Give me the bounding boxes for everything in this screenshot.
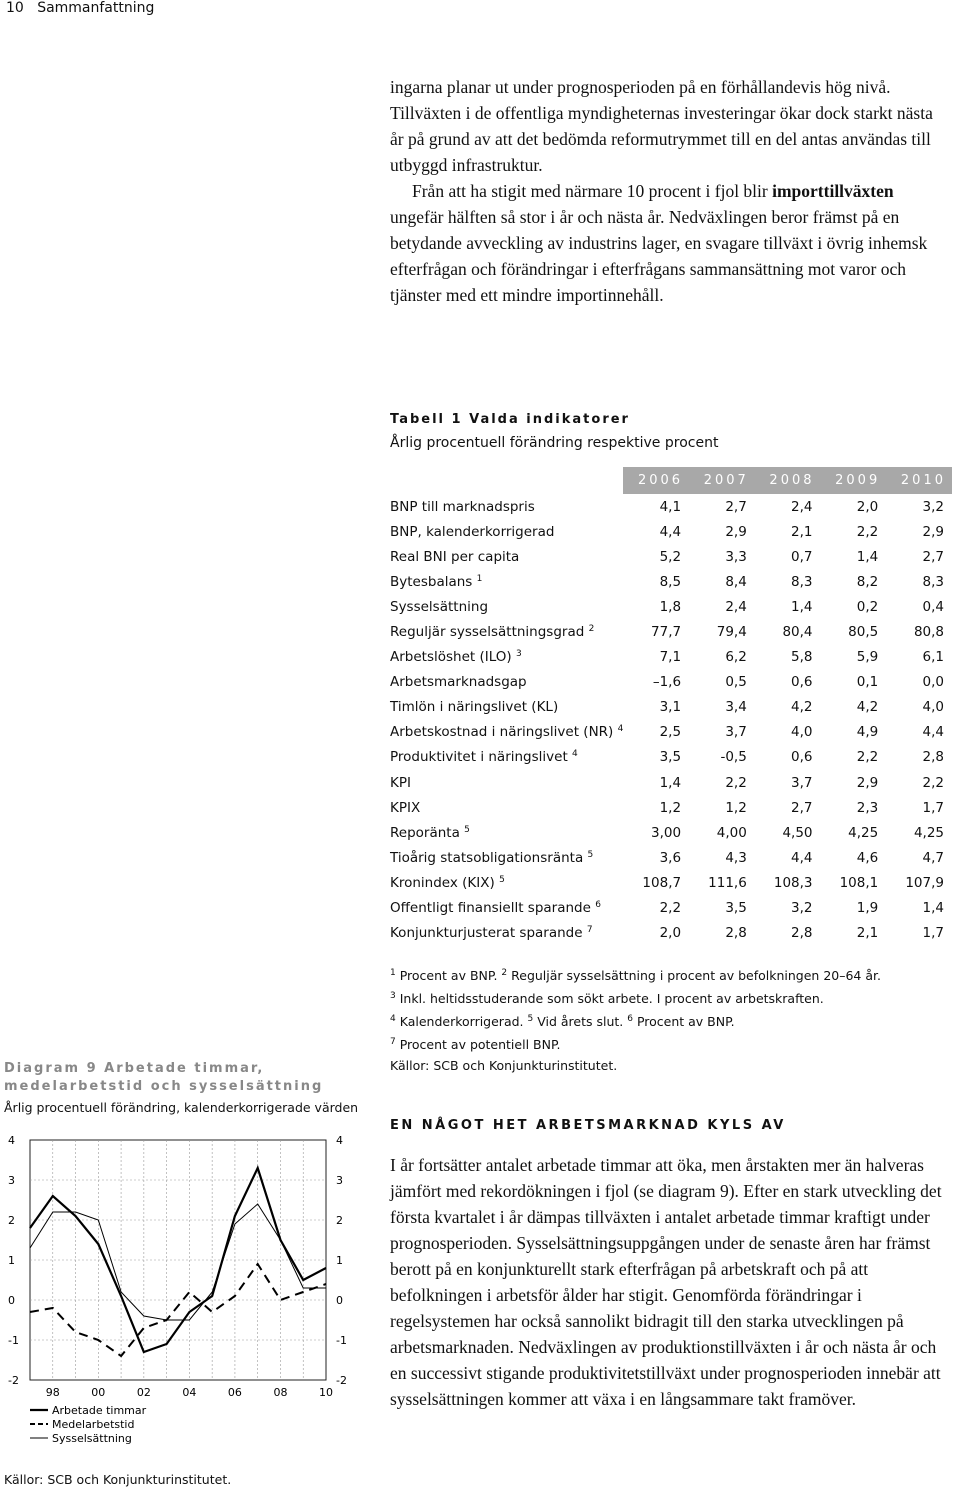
paragraph-2-bold: importtillväxten [772, 181, 894, 201]
table-cell: 80,8 [913, 624, 944, 641]
y-tick-label-right: -1 [336, 1334, 347, 1347]
footnote-marker: 2 [588, 624, 595, 635]
table-body [390, 494, 952, 946]
line-chart [0, 1130, 360, 1466]
table-cell: 1,8 [659, 598, 682, 615]
table-row [390, 720, 952, 745]
table-cell: 3,2 [791, 900, 813, 917]
series-line-sysselsättning [30, 1204, 326, 1320]
body-text-top [390, 74, 950, 308]
table-cell: 2,2 [725, 774, 747, 791]
row-label: Arbetsmarknadsgap [390, 674, 527, 691]
table-cell: 80,4 [782, 624, 813, 641]
legend-label: Sysselsättning [52, 1432, 132, 1445]
table-title: Tabell 1 Valda indikatorer [390, 412, 630, 427]
footnote-marker: 1 [476, 573, 483, 584]
footnote-marker: 5 [464, 824, 470, 835]
table-cell: 1,7 [922, 799, 944, 816]
body-text-bottom: I år fortsätter antalet arbetade timmar att öka, men årstakten mer än halveras jämfört med rekordökningen i fjol (se diagram 9). Efter en stark utveckling det första kvartalet i år dämpas tillväxten i antalet arbetade timmar kraftigt under prognosperioden. Sysselsättningsuppgången under de senaste åren har främst berott på en konjunkturellt stark efterfrågan på arbetskraft och på att befolkningen i arbetsför ålder har stigit. Genomförda förändringar i regelsystemen har också sannolikt bidragit till den starka utvecklingen på arbetsmarknaden. Nedväxlingen av produktionstillväxten i år och nästa år och en successivt stigande produktivitetstillväxt under prognosperioden innebär att sysselsättningen kommer att växa i en långsammare takt framöver. [390, 1155, 942, 1409]
table-cell: 4,1 [659, 498, 682, 515]
table-cell: 2,2 [659, 900, 682, 917]
y-tick-label-left: -2 [8, 1374, 19, 1387]
table-row [390, 845, 952, 870]
row-label: Sysselsättning [390, 598, 489, 615]
y-tick-label-left: 4 [8, 1134, 15, 1147]
table-row [390, 820, 952, 845]
table-row [390, 645, 952, 670]
table-cell: 107,9 [905, 874, 944, 891]
table-cell: 108,7 [642, 874, 682, 891]
row-label: KPI [390, 774, 411, 791]
table-cell: 2,8 [922, 749, 944, 766]
table-cell: 0,1 [856, 674, 879, 691]
row-label: Real BNI per capita [390, 548, 520, 565]
y-tick-label-left: -1 [8, 1334, 19, 1347]
table-cell: 2,7 [791, 799, 813, 816]
series-line-medelarbetstid [30, 1264, 326, 1356]
year-header: 2009 [821, 467, 887, 494]
y-tick-label-right: 0 [336, 1294, 343, 1307]
table-cell: 2,4 [725, 598, 747, 615]
row-label: Arbetslöshet (ILO) $^3$ [390, 649, 522, 666]
table-cell: 2,8 [725, 925, 747, 942]
table-cell: 2,1 [856, 925, 879, 942]
table-cell: 4,4 [791, 849, 813, 866]
x-tick-label: 98 [45, 1386, 60, 1399]
table-row [390, 519, 952, 544]
table-cell: 3,6 [659, 849, 682, 866]
table-cell: 80,5 [848, 624, 879, 641]
table-cell: 2,0 [659, 925, 682, 942]
table-cell: 3,7 [725, 724, 747, 741]
table-cell: 2,2 [922, 774, 944, 791]
footnote-marker: 3 [515, 649, 522, 660]
paragraph-2 [390, 178, 950, 308]
table-cell: 8,2 [856, 573, 879, 590]
table-cell: 3,4 [725, 699, 747, 716]
table-row [390, 870, 952, 895]
footnote-marker: 7 [586, 925, 593, 936]
table-cell: 2,2 [856, 749, 879, 766]
table-cell: 2,2 [856, 523, 879, 540]
table-row [390, 695, 952, 720]
footnote-marker: 4 [617, 724, 624, 735]
row-label: KPIX [390, 799, 421, 816]
row-label: Kronindex (KIX) $^5$ [390, 874, 505, 891]
table-cell: 4,0 [791, 724, 813, 741]
diagram-source: Källor: SCB och Konjunkturinstitutet. [4, 1472, 232, 1487]
y-tick-label-right: -2 [336, 1374, 347, 1387]
table-cell: 8,3 [791, 573, 813, 590]
diagram-title: Diagram 9 Arbetade timmar, medelarbetstid och sysselsättning [4, 1061, 324, 1094]
page-header [6, 0, 154, 16]
table-cell: 6,1 [922, 649, 944, 666]
footnote-line: $^3$ Inkl. heltidsstuderande som sökt arbete. I procent av arbetskraften. [390, 991, 824, 1006]
section-name: Sammanfattning [37, 0, 155, 16]
table-row [390, 494, 952, 519]
footnote-marker: 5 [499, 874, 505, 885]
y-tick-label-right: 4 [336, 1134, 343, 1147]
section-heading: EN NÅGOT HET ARBETSMARKNAD KYLS AV [390, 1118, 786, 1133]
table-footnotes [390, 963, 955, 1055]
legend-label: Arbetade timmar [52, 1404, 147, 1417]
paragraph-1: ingarna planar ut under prognosperioden på en förhållandevis hög nivå. Tillväxten i de offentliga myndigheternas investeringar ökar dock starkt nästa år på grund av att det bedömda reformutrymmet till en del antas användas till utbyggd infrastruktur. [390, 77, 933, 175]
table-cell: -0,5 [720, 749, 747, 766]
table-cell: 4,00 [716, 824, 747, 841]
table-cell: 2,9 [922, 523, 944, 540]
table-cell: 1,4 [922, 900, 944, 917]
table-sources: Källor: SCB och Konjunkturinstitutet. [390, 1058, 618, 1073]
x-tick-label: 00 [91, 1386, 106, 1399]
table-cell: 8,5 [659, 573, 682, 590]
table-cell: 1,4 [791, 598, 813, 615]
table-cell: 2,7 [922, 548, 944, 565]
footnote-marker: 5 [587, 849, 594, 860]
table-cell: 2,9 [725, 523, 747, 540]
row-label: BNP till marknadspris [390, 498, 535, 515]
table-cell: 3,5 [725, 900, 747, 917]
table-row [390, 594, 952, 619]
row-label: BNP, kalenderkorrigerad [390, 523, 555, 540]
table-cell: 4,9 [856, 724, 879, 741]
indicator-table [390, 467, 952, 946]
table-cell: 4,7 [922, 849, 944, 866]
y-tick-label-left: 2 [8, 1214, 15, 1227]
table-cell: 2,1 [791, 523, 813, 540]
paragraph-2-start: Från att ha stigit med närmare 10 procent i fjol blir [412, 181, 773, 201]
y-tick-label-right: 3 [336, 1174, 343, 1187]
table-cell: 2,7 [725, 498, 747, 515]
year-header: 2007 [689, 467, 755, 494]
row-label: Timlön i näringslivet (KL) [390, 699, 559, 716]
page-number: 10 [6, 0, 24, 16]
table-cell: 5,2 [659, 548, 682, 565]
x-tick-label: 06 [227, 1386, 242, 1399]
table-row [390, 770, 952, 795]
row-label: Reguljär sysselsättningsgrad $^2$ [390, 624, 595, 641]
row-label: Offentligt finansiellt sparande $^6$ [390, 900, 601, 917]
table-cell: 77,7 [651, 624, 682, 641]
x-tick-label: 02 [136, 1386, 151, 1399]
table-cell: 2,0 [856, 498, 879, 515]
row-label: Konjunkturjusterat sparande $^7$ [390, 925, 593, 942]
table-row [390, 619, 952, 644]
year-header: 2008 [755, 467, 821, 494]
table-cell: 6,2 [725, 649, 747, 666]
table-cell: 3,00 [651, 824, 682, 841]
table-row [390, 795, 952, 820]
table-header-row [390, 467, 952, 494]
table-cell: 4,4 [922, 724, 944, 741]
row-label: Arbetskostnad i näringslivet (NR) $^4$ [390, 724, 624, 741]
x-tick-label: 04 [182, 1386, 197, 1399]
table-cell: 4,25 [913, 824, 944, 841]
table-cell: 1,2 [659, 799, 682, 816]
table-cell: 8,3 [922, 573, 944, 590]
row-label: Tioårig statsobligationsränta $^5$ [390, 849, 594, 866]
table-cell: 2,8 [791, 925, 813, 942]
footnote-line: $^7$ Procent av potentiell BNP. [390, 1037, 561, 1052]
table-cell: 111,6 [708, 874, 747, 891]
table-cell: 1,4 [659, 774, 682, 791]
table-cell: 7,1 [659, 649, 682, 666]
table-cell: 4,6 [856, 849, 879, 866]
table-cell: 4,25 [848, 824, 879, 841]
table-cell: 4,50 [782, 824, 813, 841]
x-tick-label: 10 [319, 1386, 333, 1399]
row-label: Produktivitet i näringslivet $^4$ [390, 749, 578, 766]
table-cell: 0,5 [725, 674, 747, 691]
table-cell: 2,9 [856, 774, 879, 791]
table-header-empty [390, 467, 623, 494]
row-label: Reporänta $^5$ [390, 824, 470, 841]
table-cell: 3,1 [659, 699, 682, 716]
year-header: 2006 [623, 467, 689, 494]
table-cell: 2,3 [856, 799, 879, 816]
table-cell: 1,7 [922, 925, 944, 942]
table-cell: 4,3 [725, 849, 747, 866]
table-cell: 1,2 [725, 799, 747, 816]
table-cell: 4,2 [791, 699, 813, 716]
table-row [390, 921, 952, 946]
table-cell: 108,1 [839, 874, 879, 891]
table-cell: 0,7 [791, 548, 813, 565]
table-row [390, 670, 952, 695]
table-cell: 0,0 [922, 674, 944, 691]
footnote-marker: 6 [595, 900, 601, 911]
footnote-line: $^1$ Procent av BNP. $^2$ Reguljär sysselsättning i procent av befolkningen 20–64 år. [390, 968, 881, 983]
table-row [390, 569, 952, 594]
table-row [390, 896, 952, 921]
x-tick-label: 08 [273, 1386, 288, 1399]
table-cell: 3,7 [791, 774, 813, 791]
table-cell: 1,9 [856, 900, 879, 917]
table-cell: 79,4 [716, 624, 747, 641]
y-tick-label-left: 3 [8, 1174, 15, 1187]
legend-label: Medelarbetstid [52, 1418, 135, 1431]
y-tick-label-right: 2 [336, 1214, 343, 1227]
table-cell: –1,6 [652, 674, 682, 691]
table-cell: 0,6 [791, 674, 813, 691]
table-cell: 3,3 [725, 548, 747, 565]
year-header: 2010 [886, 467, 952, 494]
table-cell: 0,6 [791, 749, 813, 766]
table-cell: 2,4 [791, 498, 813, 515]
table-cell: 0,4 [922, 598, 944, 615]
footnote-marker: 4 [572, 749, 578, 760]
indicator-table-block [390, 412, 952, 946]
table-subtitle: Årlig procentuell förändring respektive procent [390, 435, 719, 451]
y-tick-label-left: 1 [8, 1254, 15, 1267]
table-cell: 4,4 [659, 523, 682, 540]
diagram-subtitle: Årlig procentuell förändring, kalenderkorrigerade värden [4, 1100, 359, 1115]
table-cell: 4,2 [856, 699, 879, 716]
table-cell: 5,8 [791, 649, 813, 666]
row-label: Bytesbalans $^1$ [390, 573, 483, 590]
table-cell: 3,2 [922, 498, 944, 515]
paragraph-2-end: ungefär hälften så stor i år och nästa år. Nedväxlingen beror främst på en betydande avveckling av industrins lager, en svagare tillväxt i övrig inhemsk efterfrågan och förändringar i efterfrågans sammansättning mot varor och tjänster med ett mindre importinnehåll. [390, 207, 928, 305]
footnote-line: $^4$ Kalenderkorrigerad. $^5$ Vid årets slut. $^6$ Procent av BNP. [390, 1014, 735, 1029]
table-cell: 108,3 [773, 874, 813, 891]
table-cell: 1,4 [856, 548, 879, 565]
table-cell: 4,0 [922, 699, 944, 716]
table-row [390, 544, 952, 569]
diagram-9 [0, 1060, 360, 1490]
table-cell: 3,5 [659, 749, 682, 766]
table-cell: 8,4 [725, 573, 747, 590]
table-cell: 0,2 [856, 598, 879, 615]
table-row [390, 745, 952, 770]
y-tick-label-right: 1 [336, 1254, 343, 1267]
table-cell: 5,9 [856, 649, 879, 666]
table-cell: 2,5 [659, 724, 682, 741]
y-tick-label-left: 0 [8, 1294, 15, 1307]
